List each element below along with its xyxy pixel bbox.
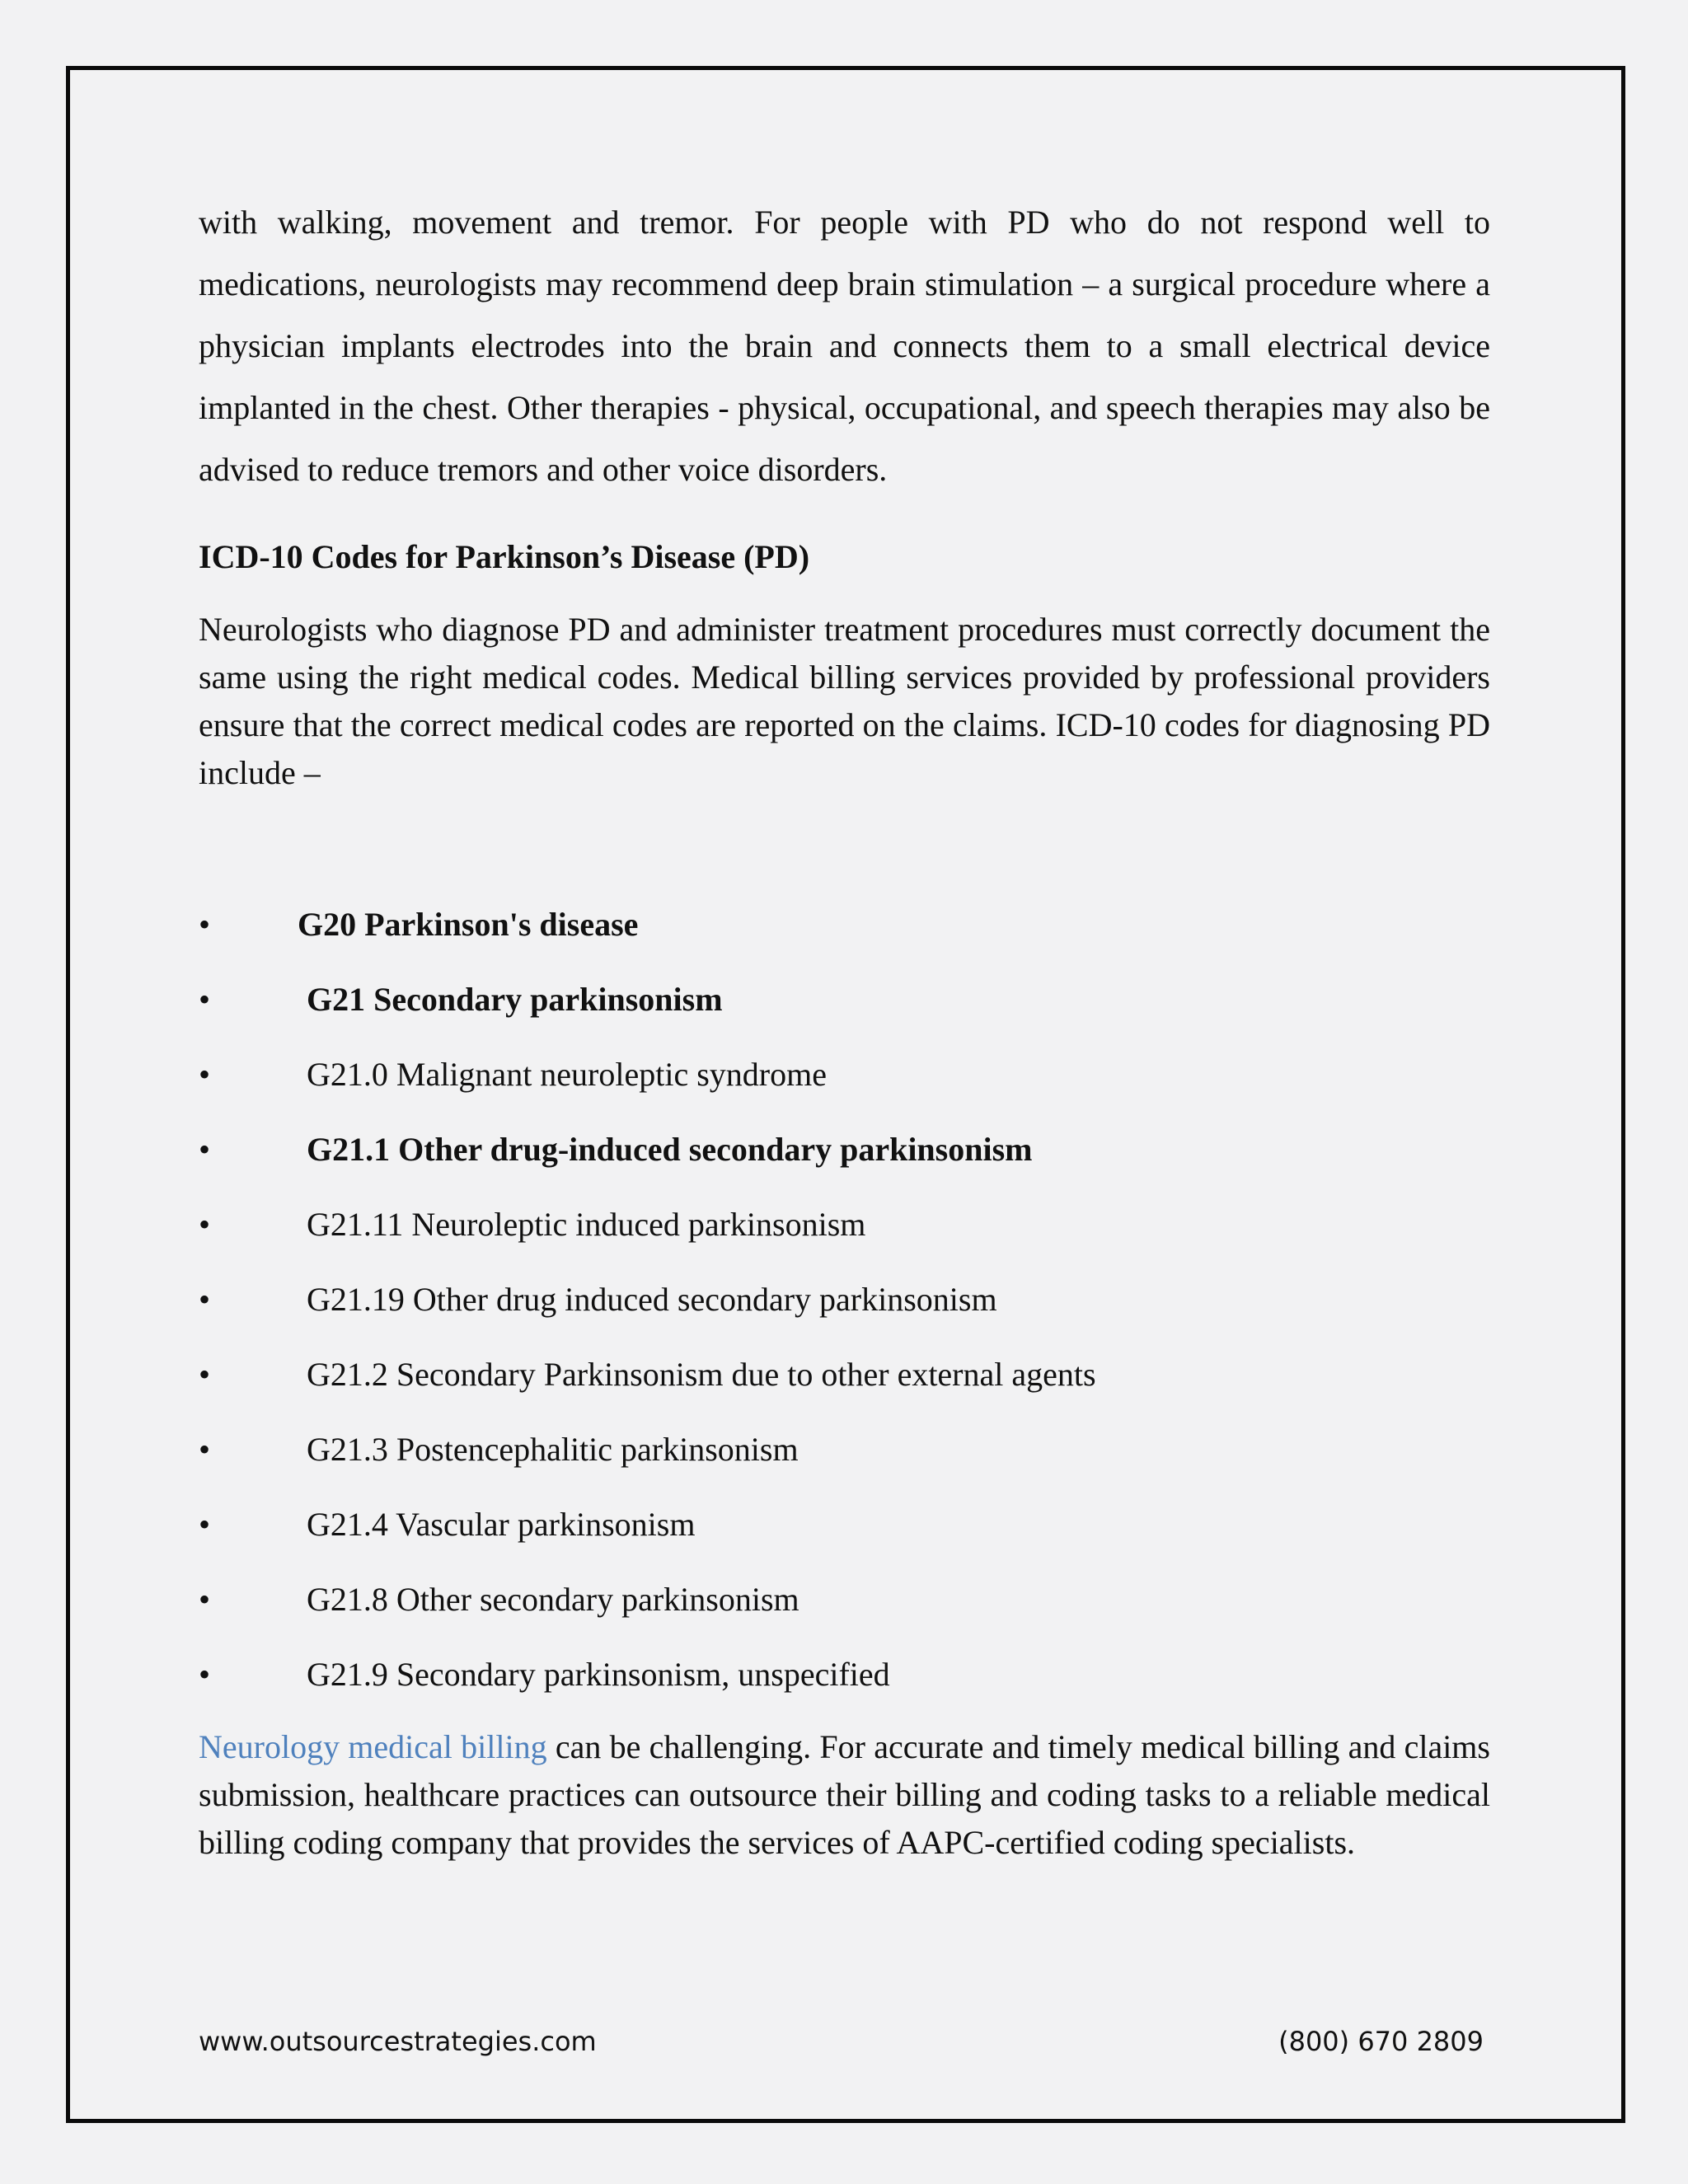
list-item <box>199 1125 1490 1200</box>
code-item-g21-1: G21.1 Other drug-induced secondary parkinsonism <box>307 1131 1033 1168</box>
list-item <box>199 900 1490 975</box>
list-item <box>199 1650 1490 1725</box>
bullet-icon: • <box>199 1506 211 1543</box>
footer-website: www.outsourcestrategies.com <box>199 2026 597 2057</box>
code-item-g21-19: G21.19 Other drug induced secondary parkinsonism <box>307 1281 997 1318</box>
footer-phone: (800) 670 2809 <box>1278 2026 1484 2057</box>
code-item-g20: G20 Parkinson's disease <box>298 906 639 943</box>
section-paragraph: Neurologists who diagnose PD and administer treatment procedures must correctly document the same using the right medical codes. Medical billing services provided by professional providers ensure that the correct medical codes are reported on the claims. ICD-10 codes for diagnosing PD include – <box>199 611 1490 791</box>
code-item-g21-0: G21.0 Malignant neuroleptic syndrome <box>307 1056 827 1093</box>
list-item <box>199 1350 1490 1425</box>
bullet-icon: • <box>199 1206 211 1243</box>
bullet-icon: • <box>199 1056 211 1093</box>
bullet-icon: • <box>199 1131 211 1168</box>
section-heading: ICD-10 Codes for Parkinson’s Disease (PD) <box>199 538 810 575</box>
code-item-g21-3: G21.3 Postencephalitic parkinsonism <box>307 1431 799 1468</box>
bullet-icon: • <box>199 906 211 943</box>
closing-paragraph <box>199 1723 1490 1867</box>
code-item-g21-2: G21.2 Secondary Parkinsonism due to other external agents <box>307 1356 1096 1393</box>
code-item-g21: G21 Secondary parkinsonism <box>307 981 723 1018</box>
list-item <box>199 1275 1490 1350</box>
code-item-g21-9: G21.9 Secondary parkinsonism, unspecified <box>307 1656 890 1693</box>
code-item-g21-11: G21.11 Neuroleptic induced parkinsonism <box>307 1206 866 1243</box>
intro-paragraph: with walking, movement and tremor. For people with PD who do not respond well to medications, neurologists may recommend deep brain stimulation – a surgical procedure where a physician implants electrodes into the brain and connects them to a small electrical device implanted in the chest. Other therapies - physical, occupational, and speech therapies may also be advised to reduce tremors and other voice disorders. <box>199 204 1490 488</box>
closing-text: can be challenging. For accurate and timely medical billing and claims submission, healthcare practices can outsource their billing and coding tasks to a reliable medical billing coding company that provides the services of AAPC-certified coding specialists. <box>199 1728 1490 1861</box>
code-item-g21-4: G21.4 Vascular parkinsonism <box>307 1506 696 1543</box>
list-item <box>199 1575 1490 1650</box>
list-item <box>199 1200 1490 1275</box>
list-item <box>199 1050 1490 1125</box>
bullet-icon: • <box>199 1656 211 1693</box>
bullet-icon: • <box>199 1431 211 1468</box>
bullet-icon: • <box>199 981 211 1018</box>
code-item-g21-8: G21.8 Other secondary parkinsonism <box>307 1581 799 1618</box>
list-item <box>199 1425 1490 1500</box>
icd10-code-list <box>199 900 1490 1725</box>
bullet-icon: • <box>199 1581 211 1618</box>
bullet-icon: • <box>199 1281 211 1318</box>
list-item <box>199 975 1490 1050</box>
list-item <box>199 1500 1490 1575</box>
bullet-icon: • <box>199 1356 211 1393</box>
neurology-billing-link[interactable]: Neurology medical billing <box>199 1728 547 1765</box>
